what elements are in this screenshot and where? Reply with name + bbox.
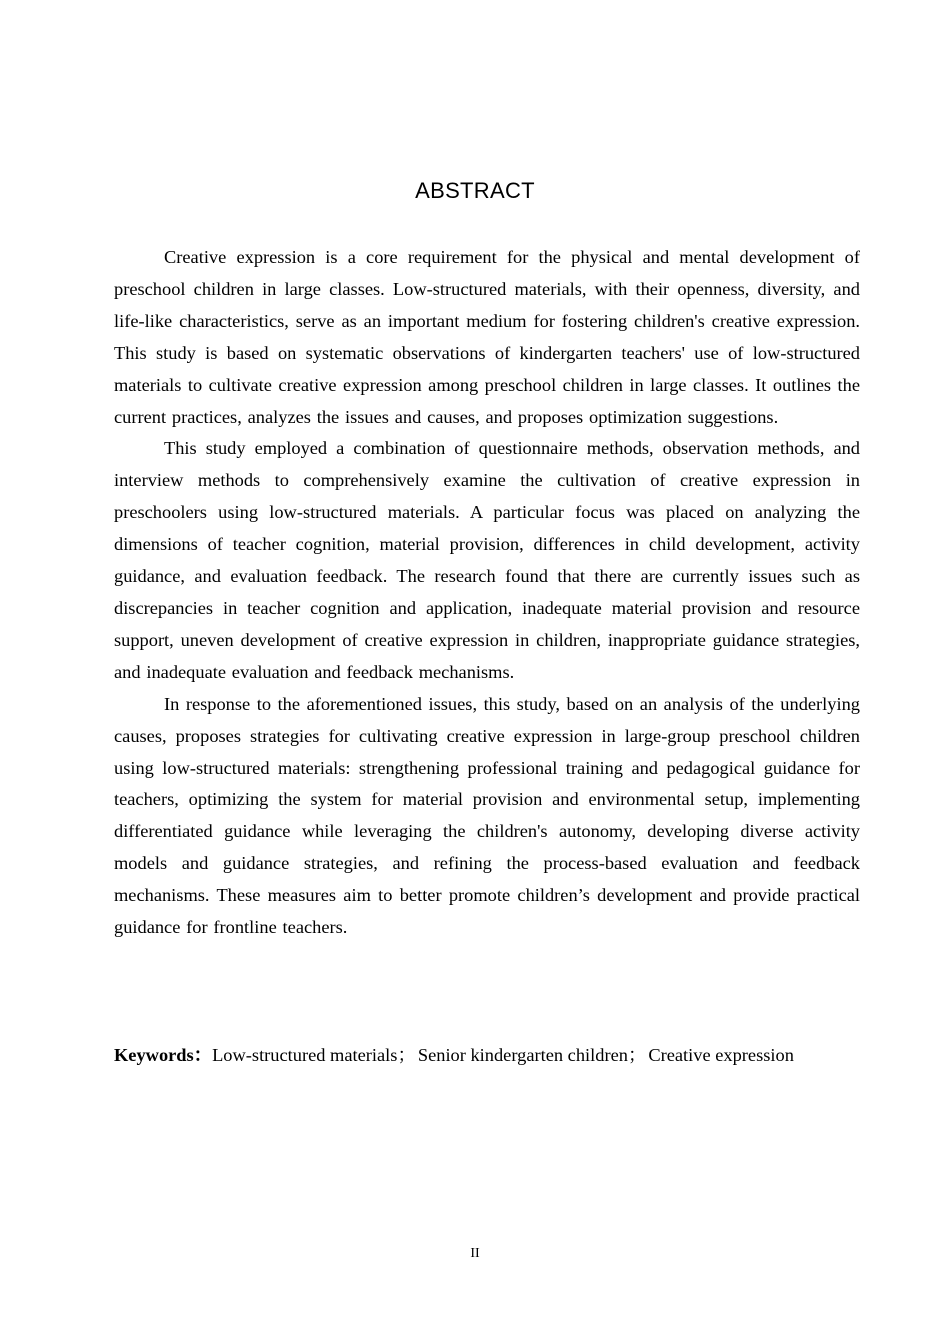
keyword-item: Creative expression: [648, 1045, 794, 1065]
abstract-title: ABSTRACT: [415, 178, 535, 203]
keyword-item: Senior kindergarten children: [417, 1045, 628, 1065]
abstract-paragraph-1: Creative expression is a core requirement for the physical and mental development of preschool children in large classes. Low-structured materials, with their openness, diversity, and life-like characteristics, serve as an important medium for fostering children's creative expression. This study is based on systematic observations of kindergarten teachers' use of low-structured materials to cultivate creative expression among preschool children in large classes. It outlines the current practices, analyzes the issues and causes, and proposes optimization suggestions.: [114, 247, 860, 427]
abstract-paragraph-2: This study employed a combination of questionnaire methods, observation methods, and interview methods to comprehensively examine the cultivation of creative expression in preschoolers using low-structured materials. A particular focus was placed on analyzing the dimensions of teacher cognition, material provision, differences in child development, activity guidance, and evaluation feedback. The research found that there are currently issues such as discrepancies in teacher cognition and application, inadequate material provision and resource support, uneven development of creative expression in children, inappropriate guidance strategies, and inadequate evaluation and feedback mechanisms.: [114, 438, 860, 682]
keyword-separator: ；: [627, 1045, 647, 1065]
keyword-separator: ；: [397, 1045, 416, 1065]
keywords-line: [114, 1040, 894, 1072]
page-number: II: [470, 1246, 480, 1261]
abstract-paragraph-3: In response to the aforementioned issues, this study, based on an analysis of the underlying causes, proposes strategies for cultivating creative expression in large-group preschool children using low-structured materials: strengthening professional training and pedagogical guidance for teachers, optimizing the system for material provision and environmental setup, implementing differentiated guidance while leveraging the children's autonomy, developing diverse activity models and guidance strategies, and refining the process-based evaluation and feedback mechanisms. These measures aim to better promote children’s development and provide practical guidance for frontline teachers.: [114, 693, 860, 938]
keyword-item: Low-structured materials: [212, 1045, 398, 1065]
abstract-body: [114, 242, 860, 944]
keywords-label: Keywords：: [114, 1045, 213, 1065]
